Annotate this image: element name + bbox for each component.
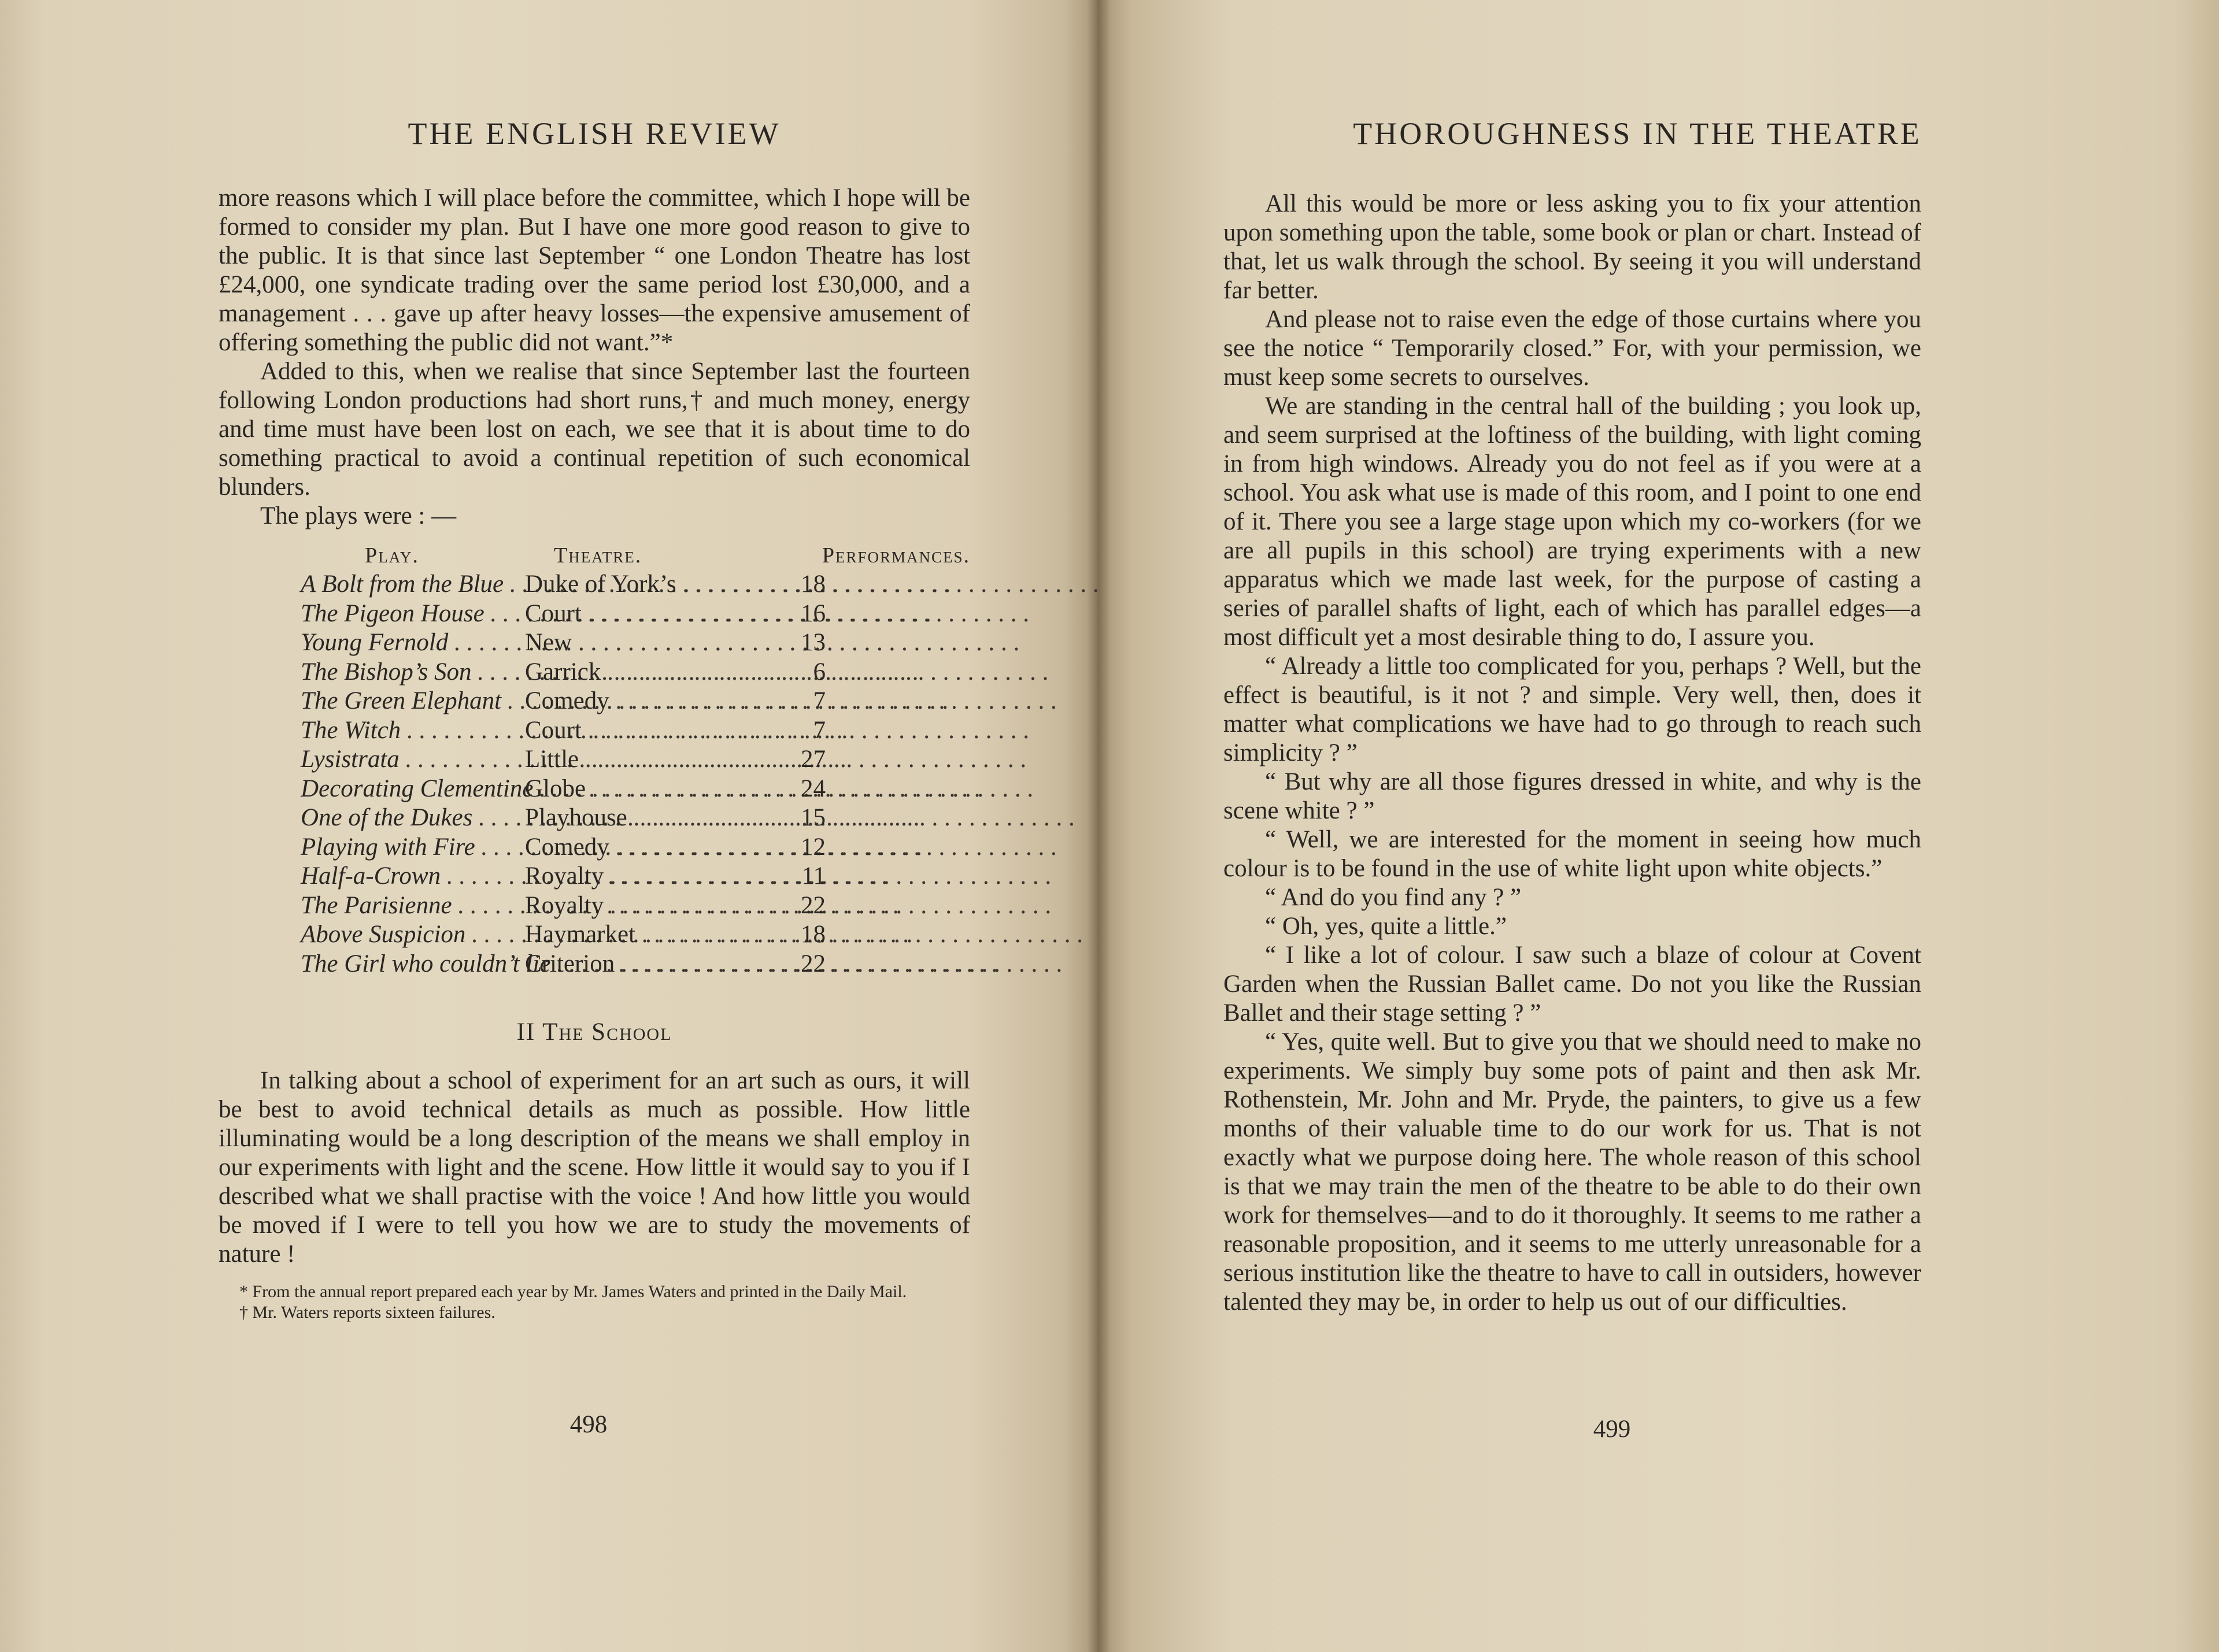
play-title: The Witch . . . [219, 716, 525, 746]
table-row [219, 716, 970, 746]
right-page-number: 499 [1593, 1416, 1631, 1443]
performance-count: 7 [813, 716, 826, 744]
theatre-name: Haymarket . . . [525, 920, 779, 950]
table-row [219, 658, 970, 687]
plays-intro: The plays were : — [260, 502, 457, 529]
performance-count: 22 [801, 891, 826, 919]
play-title: One of the Dukes . . . [219, 803, 525, 833]
performance-count: 18 [801, 921, 826, 948]
right-running-head: THOROUGHNESS IN THE THEATRE [1353, 116, 1922, 151]
performance-count: 13 [801, 629, 826, 656]
right-paragraph-5: “ But why are all those figures dressed in white, and why is the scene white ? ” [1223, 768, 1921, 824]
right-paragraph-7: “ And do you find any ? ” [1265, 884, 1522, 911]
footnotes [219, 1281, 970, 1323]
theatre-name: Garrick . . . [525, 658, 779, 687]
table-row [219, 687, 970, 716]
header-theatre: Theatre. [554, 543, 642, 568]
right-text-column [1223, 190, 1921, 1317]
play-title: Half-a-Crown . . . [219, 862, 525, 891]
play-title: The Girl who couldn’t lie . . . [219, 950, 525, 979]
section-paragraph: In talking about a school of experiment for an art such as ours, it will be best to avoid technical details as much as possible. How little illuminating would be a long description of the means we shall employ in our experiments with light and the scene. How little it would say to you if I described what we shall practise with the voice ! And how little you would be moved if I were to tell you how we are to study the movements of nature ! [219, 1067, 970, 1268]
play-title: A Bolt from the Blue . . . [219, 570, 525, 599]
spine-shadow [1087, 0, 1110, 1652]
right-paragraph-4: “ Already a little too complicated for you, perhaps ? Well, but the effect is beautiful, is it not ? and simple. Very well, then, does it matter what complications we have had to go through to reach such simplicity ? ” [1223, 653, 1921, 766]
theatre-name: Playhouse . . . [525, 803, 779, 833]
plays-table [219, 541, 970, 979]
section-heading: II The School [516, 1018, 672, 1046]
performance-count: 27 [801, 746, 826, 773]
table-row [219, 862, 970, 891]
right-paragraph-3: We are standing in the central hall of the building ; you look up, and seem surprised at the loftiness of the building, with light coming in from high windows. Already you do not feel as if you were at a school. You ask what use is made of this room, and I point to one end of it. There you see a large stage upon which my co-workers (for we are all pupils in this school) are trying experiments with a new apparatus which we made last week, for the purpose of casting a series of parallel shafts of light, each of which has parallel edges—a most difficult yet a most desirable thing to do, I assure you. [1223, 392, 1921, 651]
plays-table-body [219, 570, 970, 979]
table-row [219, 599, 970, 629]
play-title: Decorating Clementine . . . [219, 775, 525, 804]
footnote-1: * From the annual report prepared each year by Mr. James Waters and printed in the Daily Mail. [239, 1282, 907, 1301]
left-page-number: 498 [569, 1411, 608, 1438]
right-paragraph-8: “ Oh, yes, quite a little.” [1265, 913, 1507, 940]
theatre-name: Royalty . . . [525, 891, 779, 921]
table-row [219, 950, 970, 979]
right-paragraph-9: “ I like a lot of colour. I saw such a blaze of colour at Covent Garden when the Russian Ballet came. Do not you like the Russian Ballet and their stage setting ? ” [1223, 942, 1921, 1027]
play-title: Above Suspicion . . . [219, 920, 525, 950]
theatre-name: Duke of York’s . . . [525, 570, 779, 599]
left-paragraph-2: Added to this, when we realise that since September last the fourteen following London productions had short runs,† and much money, energy and time must have been lost on each, we see that it is about time to do something practical to avoid a continual repetition of such economical blunders. [219, 358, 970, 501]
performance-count: 12 [801, 833, 826, 861]
theatre-name: Criterion . . . [525, 950, 779, 979]
theatre-name: Court . . . [525, 716, 779, 746]
theatre-name: Globe . . . [525, 775, 779, 804]
table-row [219, 570, 970, 599]
table-row [219, 833, 970, 862]
table-row [219, 628, 970, 658]
theatre-name: Royalty . . . [525, 862, 779, 891]
theatre-name: Court . . . [525, 599, 779, 629]
performance-count: 7 [813, 687, 826, 714]
play-title: The Green Elephant . . . [219, 687, 525, 716]
right-paragraph-10: “ Yes, quite well. But to give you that we should need to make no experiments. We simply buy some pots of paint and then ask Mr. Rothenstein, Mr. John and Mr. Pryde, the painters, to give us a few months of their valuable time to do our work for us. That is not exactly what we purpose doing here. The whole reason of this school is that we may train the men of the theatre to be able to do their own work for themselves—and to do it thoroughly. It seems to me rather a reasonable proposition, and it seems to me utterly unreasonable for a serious institution like the theatre to have to call in outsiders, however talented they may be, in order to help us out of our difficulties. [1223, 1028, 1921, 1316]
table-row [219, 745, 970, 775]
theatre-name: New . . . [525, 628, 779, 658]
right-paragraph-6: “ Well, we are interested for the moment in seeing how much colour is to be found in the use of white light upon white objects.” [1223, 826, 1921, 882]
play-title: The Parisienne . . . [219, 891, 525, 921]
performance-count: 11 [801, 862, 826, 890]
theatre-name: Comedy . . . [525, 833, 779, 862]
plays-table-header [219, 541, 970, 570]
header-play: Play. [365, 543, 419, 568]
performance-count: 16 [801, 599, 826, 627]
theatre-name: Little . . . [525, 745, 779, 775]
footnote-2: † Mr. Waters reports sixteen failures. [239, 1303, 495, 1322]
header-performances: Performances. [822, 543, 970, 568]
theatre-name: Comedy . . . [525, 687, 779, 716]
performance-count: 24 [801, 775, 826, 802]
performance-count: 6 [813, 658, 826, 686]
right-page [1097, 0, 2219, 1652]
table-row [219, 891, 970, 921]
right-paragraph-2: And please not to raise even the edge of those curtains where you see the notice “ Temporarily closed.” For, with your permission, we must keep some secrets to ourselves. [1223, 306, 1921, 391]
performance-count: 15 [801, 804, 826, 831]
performance-count: 22 [801, 950, 826, 977]
table-row [219, 803, 970, 833]
right-paragraph-1: All this would be more or less asking you to fix your attention upon something upon the table, some book or plan or chart. Instead of that, let us walk through the school. By seeing it you will understand far better. [1223, 190, 1921, 304]
play-title: Playing with Fire . . . [219, 833, 525, 862]
play-title: Young Fernold . . . [219, 628, 525, 658]
performance-count: 18 [801, 571, 826, 598]
left-running-head: THE ENGLISH REVIEW [408, 116, 781, 151]
play-title: Lysistrata . . . [219, 745, 525, 775]
play-title: The Bishop’s Son . . . [219, 658, 525, 687]
left-page [0, 0, 1097, 1652]
table-row [219, 920, 970, 950]
left-paragraph-1: more reasons which I will place before the committee, which I hope will be formed to consider my plan. But I have one more good reason to give to the public. It is that since last September “ one London Theatre has lost £24,000, one syndicate trading over the same period lost £30,000, and a management . . . gave up after heavy losses—the expensive amusement of offering something the public did not want.”* [219, 184, 970, 356]
play-title: The Pigeon House . . . [219, 599, 525, 629]
table-row [219, 775, 970, 804]
left-text-column [219, 184, 970, 1323]
